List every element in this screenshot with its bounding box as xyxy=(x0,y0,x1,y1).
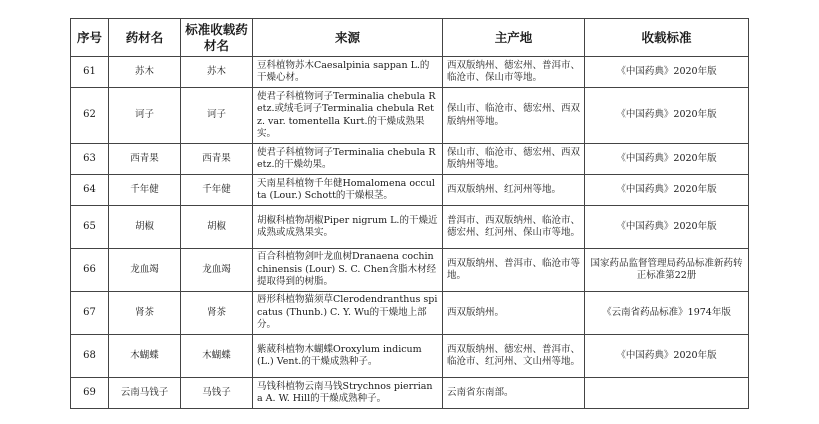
header-name: 药材名 xyxy=(109,19,181,57)
cell-area: 西双版纳州、红河州等地。 xyxy=(443,175,585,206)
table-row xyxy=(71,144,749,175)
cell-standard: 《中国药典》2020年版 xyxy=(585,57,749,88)
cell-area: 保山市、临沧市、德宏州、西双版纳州等地。 xyxy=(443,144,585,175)
cell-num: 61 xyxy=(71,57,109,88)
header-standard: 收载标准 xyxy=(585,19,749,57)
cell-name: 木蝴蝶 xyxy=(109,335,181,378)
cell-area: 云南省东南部。 xyxy=(443,378,585,409)
cell-source: 百合科植物剑叶龙血树Dranaena cochinchinensis (Lour) S. C. Chen含脂木材经提取得到的树脂。 xyxy=(253,249,443,292)
cell-area: 普洱市、西双版纳州、临沧市、德宏州、红河州、保山市等地。 xyxy=(443,206,585,249)
table-row xyxy=(71,206,749,249)
cell-num: 63 xyxy=(71,144,109,175)
table-row xyxy=(71,378,749,409)
cell-std-name: 诃子 xyxy=(181,88,253,144)
cell-std-name: 千年健 xyxy=(181,175,253,206)
header-std-name: 标准收载药材名 xyxy=(181,19,253,57)
cell-standard: 《中国药典》2020年版 xyxy=(585,175,749,206)
cell-source: 唇形科植物猫须草Clerodendranthus spicatus (Thunb.) C. Y. Wu的干燥地上部分。 xyxy=(253,292,443,335)
cell-area: 保山市、临沧市、德宏州、西双版纳州等地。 xyxy=(443,88,585,144)
cell-std-name: 马钱子 xyxy=(181,378,253,409)
cell-std-name: 木蝴蝶 xyxy=(181,335,253,378)
cell-standard: 《中国药典》2020年版 xyxy=(585,206,749,249)
cell-area: 西双版纳州、德宏州、普洱市、临沧市、红河州、文山州等地。 xyxy=(443,335,585,378)
cell-standard: 国家药品监督管理局药品标准新药转正标准第22册 xyxy=(585,249,749,292)
cell-name: 苏木 xyxy=(109,57,181,88)
herb-table-container xyxy=(70,18,748,409)
table-row xyxy=(71,249,749,292)
cell-source: 紫葳科植物木蝴蝶Oroxylum indicum (L.) Vent.的干燥成熟种子。 xyxy=(253,335,443,378)
cell-source: 马钱科植物云南马钱Strychnos pierriana A. W. Hill的干燥成熟种子。 xyxy=(253,378,443,409)
cell-name: 诃子 xyxy=(109,88,181,144)
cell-name: 肾茶 xyxy=(109,292,181,335)
cell-source: 胡椒科植物胡椒Piper nigrum L.的干燥近成熟或成熟果实。 xyxy=(253,206,443,249)
cell-num: 68 xyxy=(71,335,109,378)
header-area: 主产地 xyxy=(443,19,585,57)
herb-table xyxy=(70,18,749,409)
cell-name: 西青果 xyxy=(109,144,181,175)
cell-area: 西双版纳州、德宏州、普洱市、临沧市、保山市等地。 xyxy=(443,57,585,88)
cell-num: 67 xyxy=(71,292,109,335)
cell-num: 65 xyxy=(71,206,109,249)
cell-num: 69 xyxy=(71,378,109,409)
cell-source: 使君子科植物诃子Terminalia chebula Retz.或绒毛诃子Terminalia chebula Retz. var. tomentella Kurt.的干燥成熟果实。 xyxy=(253,88,443,144)
table-row xyxy=(71,335,749,378)
cell-std-name: 苏木 xyxy=(181,57,253,88)
cell-name: 胡椒 xyxy=(109,206,181,249)
cell-num: 66 xyxy=(71,249,109,292)
cell-standard: 《中国药典》2020年版 xyxy=(585,88,749,144)
cell-std-name: 龙血竭 xyxy=(181,249,253,292)
cell-num: 64 xyxy=(71,175,109,206)
cell-name: 云南马钱子 xyxy=(109,378,181,409)
cell-standard xyxy=(585,378,749,409)
table-row xyxy=(71,57,749,88)
cell-source: 天南星科植物千年健Homalomena occulta (Lour.) Schott的干燥根茎。 xyxy=(253,175,443,206)
cell-standard: 《中国药典》2020年版 xyxy=(585,144,749,175)
table-row xyxy=(71,292,749,335)
header-source: 来源 xyxy=(253,19,443,57)
table-row xyxy=(71,88,749,144)
table-header-row xyxy=(71,19,749,57)
cell-standard: 《中国药典》2020年版 xyxy=(585,335,749,378)
cell-standard: 《云南省药品标准》1974年版 xyxy=(585,292,749,335)
cell-num: 62 xyxy=(71,88,109,144)
cell-std-name: 西青果 xyxy=(181,144,253,175)
cell-std-name: 肾茶 xyxy=(181,292,253,335)
header-num: 序号 xyxy=(71,19,109,57)
table-row xyxy=(71,175,749,206)
cell-name: 千年健 xyxy=(109,175,181,206)
cell-area: 西双版纳州。 xyxy=(443,292,585,335)
cell-name: 龙血竭 xyxy=(109,249,181,292)
cell-source: 豆科植物苏木Caesalpinia sappan L.的干燥心材。 xyxy=(253,57,443,88)
cell-std-name: 胡椒 xyxy=(181,206,253,249)
cell-source: 使君子科植物诃子Terminalia chebula Retz.的干燥幼果。 xyxy=(253,144,443,175)
cell-area: 西双版纳州、普洱市、临沧市等地。 xyxy=(443,249,585,292)
